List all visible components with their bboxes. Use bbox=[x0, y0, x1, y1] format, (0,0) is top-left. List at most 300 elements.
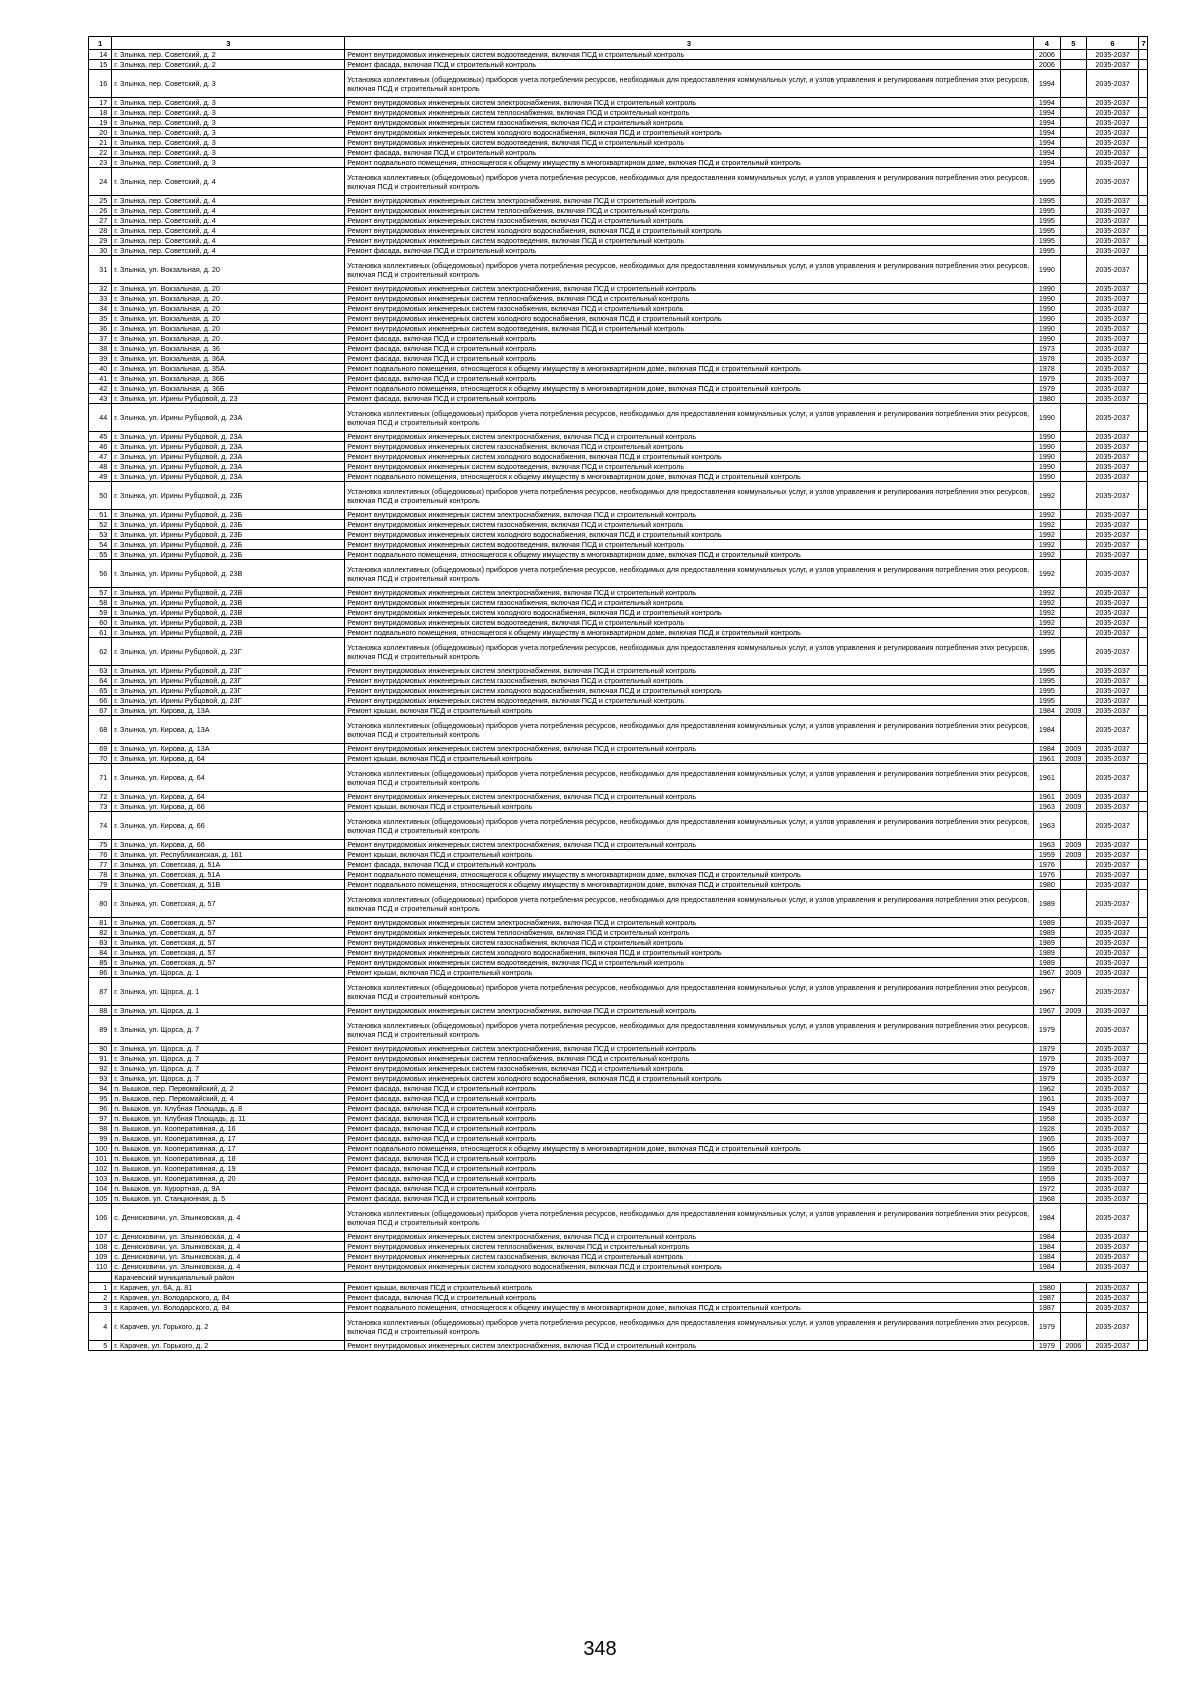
cell-number: 4 bbox=[89, 1313, 112, 1341]
cell-work-type: Ремонт внутридомовых инженерных систем газоснабжения, включая ПСД и строительный контроль bbox=[345, 598, 1033, 608]
cell-address: п. Вышков, ул. Кооперативная, д. 17 bbox=[112, 1134, 345, 1144]
table-row bbox=[89, 686, 1148, 696]
cell-period: 2035-2037 bbox=[1086, 1232, 1139, 1242]
cell-note bbox=[1139, 1054, 1148, 1064]
cell-year-built: 1976 bbox=[1033, 870, 1061, 880]
cell-year-built: 1989 bbox=[1033, 928, 1061, 938]
register-sheet bbox=[88, 36, 1148, 1351]
table-row bbox=[89, 676, 1148, 686]
table-row bbox=[89, 1094, 1148, 1104]
table-row bbox=[89, 1054, 1148, 1064]
cell-year-built: 1984 bbox=[1033, 1204, 1061, 1232]
cell-year-built: 1963 bbox=[1033, 840, 1061, 850]
cell-work-type: Ремонт внутридомовых инженерных систем водоотведения, включая ПСД и строительный контроль bbox=[345, 696, 1033, 706]
cell-year-built: 1984 bbox=[1033, 1262, 1061, 1272]
cell-last-repair bbox=[1061, 394, 1086, 404]
cell-period: 2035-2037 bbox=[1086, 1016, 1139, 1044]
table-row bbox=[89, 1341, 1148, 1351]
cell-work-type: Установка коллективных (общедомовых) приборов учета потребления ресурсов, необходимых для предоставления коммунальных услуг, и узлов управления и регулирования потребления этих ресурсов, включая ПСД и строительный контроль bbox=[345, 482, 1033, 510]
cell-year-built: 1973 bbox=[1033, 344, 1061, 354]
cell-year-built: 1928 bbox=[1033, 1124, 1061, 1134]
table-row bbox=[89, 540, 1148, 550]
cell-work-type: Ремонт фасада, включая ПСД и строительный контроль bbox=[345, 1134, 1033, 1144]
cell-period: 2035-2037 bbox=[1086, 1341, 1139, 1351]
cell-last-repair bbox=[1061, 452, 1086, 462]
cell-address: г. Злынка, ул. Щорса, д. 1 bbox=[112, 968, 345, 978]
cell-year-built: 1976 bbox=[1033, 860, 1061, 870]
cell-last-repair bbox=[1061, 978, 1086, 1006]
table-row bbox=[89, 294, 1148, 304]
cell-address: г. Злынка, ул. Вокзальная, д. 20 bbox=[112, 256, 345, 284]
header-cell: 3 bbox=[112, 37, 345, 50]
cell-last-repair: 2009 bbox=[1061, 744, 1086, 754]
table-row bbox=[89, 1293, 1148, 1303]
cell-work-type: Ремонт внутридомовых инженерных систем водоотведения, включая ПСД и строительный контроль bbox=[345, 462, 1033, 472]
cell-last-repair bbox=[1061, 216, 1086, 226]
table-row bbox=[89, 1194, 1148, 1204]
table-row bbox=[89, 754, 1148, 764]
cell-work-type: Ремонт фасада, включая ПСД и строительный контроль bbox=[345, 1293, 1033, 1303]
cell-address: г. Злынка, пер. Советский, д. 3 bbox=[112, 128, 345, 138]
cell-number: 62 bbox=[89, 638, 112, 666]
cell-note bbox=[1139, 764, 1148, 792]
cell-last-repair bbox=[1061, 696, 1086, 706]
cell-work-type: Ремонт внутридомовых инженерных систем водоотведения, включая ПСД и строительный контроль bbox=[345, 324, 1033, 334]
cell-note bbox=[1139, 1144, 1148, 1154]
header-cell: 6 bbox=[1086, 37, 1139, 50]
cell-work-type: Ремонт внутридомовых инженерных систем газоснабжения, включая ПСД и строительный контроль bbox=[345, 520, 1033, 530]
cell-year-built: 1958 bbox=[1033, 1114, 1061, 1124]
cell-note bbox=[1139, 128, 1148, 138]
cell-work-type: Ремонт внутридомовых инженерных систем водоотведения, включая ПСД и строительный контроль bbox=[345, 958, 1033, 968]
cell-last-repair bbox=[1061, 384, 1086, 394]
cell-last-repair bbox=[1061, 1084, 1086, 1094]
cell-year-built: 1992 bbox=[1033, 520, 1061, 530]
cell-year-built: 1990 bbox=[1033, 314, 1061, 324]
cell-last-repair bbox=[1061, 1094, 1086, 1104]
cell-address: п. Вышков, пер. Первомайский, д. 4 bbox=[112, 1094, 345, 1104]
cell-note bbox=[1139, 938, 1148, 948]
cell-last-repair bbox=[1061, 432, 1086, 442]
cell-number: 26 bbox=[89, 206, 112, 216]
cell-note bbox=[1139, 284, 1148, 294]
cell-period: 2035-2037 bbox=[1086, 432, 1139, 442]
cell-address: г. Карачев, ул. Володарского, д. 84 bbox=[112, 1293, 345, 1303]
table-row bbox=[89, 928, 1148, 938]
cell-number: 97 bbox=[89, 1114, 112, 1124]
cell-address: г. Злынка, ул. Советская, д. 57 bbox=[112, 948, 345, 958]
cell-year-built: 1965 bbox=[1033, 1144, 1061, 1154]
cell-address: г. Злынка, пер. Советский, д. 4 bbox=[112, 206, 345, 216]
cell-work-type: Ремонт внутридомовых инженерных систем холодного водоснабжения, включая ПСД и строительный контроль bbox=[345, 452, 1033, 462]
cell-last-repair bbox=[1061, 530, 1086, 540]
cell-note bbox=[1139, 1341, 1148, 1351]
cell-period: 2035-2037 bbox=[1086, 958, 1139, 968]
cell-last-repair bbox=[1061, 60, 1086, 70]
cell-address: г. Карачев, ул. Горького, д. 2 bbox=[112, 1341, 345, 1351]
cell-work-type: Установка коллективных (общедомовых) приборов учета потребления ресурсов, необходимых для предоставления коммунальных услуг, и узлов управления и регулирования потребления этих ресурсов, включая ПСД и строительный контроль bbox=[345, 716, 1033, 744]
cell-number: 69 bbox=[89, 744, 112, 754]
cell-period: 2035-2037 bbox=[1086, 850, 1139, 860]
cell-period: 2035-2037 bbox=[1086, 588, 1139, 598]
cell-note bbox=[1139, 618, 1148, 628]
cell-work-type: Ремонт подвального помещения, относящегося к общему имуществу в многоквартирном доме, включая ПСД и строительный контроль bbox=[345, 550, 1033, 560]
cell-number: 27 bbox=[89, 216, 112, 226]
cell-year-built: 1989 bbox=[1033, 958, 1061, 968]
cell-last-repair bbox=[1061, 324, 1086, 334]
cell-number: 35 bbox=[89, 314, 112, 324]
table-row bbox=[89, 334, 1148, 344]
cell-address: г. Злынка, ул. Ирины Рубцовой, д. 23А bbox=[112, 462, 345, 472]
cell-number: 93 bbox=[89, 1074, 112, 1084]
cell-number: 50 bbox=[89, 482, 112, 510]
cell-period: 2035-2037 bbox=[1086, 696, 1139, 706]
cell-period: 2035-2037 bbox=[1086, 1094, 1139, 1104]
cell-last-repair bbox=[1061, 1194, 1086, 1204]
cell-address: г. Злынка, ул. Ирины Рубцовой, д. 23Б bbox=[112, 520, 345, 530]
cell-year-built: 1979 bbox=[1033, 384, 1061, 394]
cell-period: 2035-2037 bbox=[1086, 226, 1139, 236]
cell-number: 92 bbox=[89, 1064, 112, 1074]
cell-note bbox=[1139, 1293, 1148, 1303]
cell-last-repair bbox=[1061, 246, 1086, 256]
table-row bbox=[89, 118, 1148, 128]
cell-address: г. Злынка, ул. Вокзальная, д. 36Б bbox=[112, 384, 345, 394]
cell-work-type: Ремонт внутридомовых инженерных систем холодного водоснабжения, включая ПСД и строительный контроль bbox=[345, 1074, 1033, 1084]
cell-address: г. Злынка, ул. Советская, д. 57 bbox=[112, 890, 345, 918]
cell-last-repair bbox=[1061, 158, 1086, 168]
cell-year-built: 1979 bbox=[1033, 1313, 1061, 1341]
cell-number: 72 bbox=[89, 792, 112, 802]
cell-year-built: 1989 bbox=[1033, 938, 1061, 948]
cell-last-repair bbox=[1061, 1303, 1086, 1313]
cell-period: 2035-2037 bbox=[1086, 792, 1139, 802]
cell-last-repair bbox=[1061, 1184, 1086, 1194]
table-row bbox=[89, 588, 1148, 598]
table-row bbox=[89, 148, 1148, 158]
cell-work-type: Ремонт подвального помещения, относящегося к общему имуществу в многоквартирном доме, включая ПСД и строительный контроль bbox=[345, 870, 1033, 880]
cell-last-repair bbox=[1061, 294, 1086, 304]
cell-work-type: Установка коллективных (общедомовых) приборов учета потребления ресурсов, необходимых для предоставления коммунальных услуг, и узлов управления и регулирования потребления этих ресурсов, включая ПСД и строительный контроль bbox=[345, 1016, 1033, 1044]
cell-period: 2035-2037 bbox=[1086, 628, 1139, 638]
cell-work-type: Ремонт фасада, включая ПСД и строительный контроль bbox=[345, 1104, 1033, 1114]
table-row bbox=[89, 108, 1148, 118]
cell-last-repair: 2009 bbox=[1061, 754, 1086, 764]
table-row bbox=[89, 638, 1148, 666]
cell-note bbox=[1139, 118, 1148, 128]
cell-number: 31 bbox=[89, 256, 112, 284]
cell-note bbox=[1139, 314, 1148, 324]
table-row bbox=[89, 666, 1148, 676]
cell-note bbox=[1139, 432, 1148, 442]
cell-period: 2035-2037 bbox=[1086, 334, 1139, 344]
cell-year-built: 1990 bbox=[1033, 294, 1061, 304]
cell-number: 38 bbox=[89, 344, 112, 354]
cell-note bbox=[1139, 1184, 1148, 1194]
table-row bbox=[89, 98, 1148, 108]
table-row bbox=[89, 1124, 1148, 1134]
table-row bbox=[89, 1044, 1148, 1054]
cell-period: 2035-2037 bbox=[1086, 138, 1139, 148]
cell-last-repair bbox=[1061, 1262, 1086, 1272]
cell-number: 66 bbox=[89, 696, 112, 706]
cell-period: 2035-2037 bbox=[1086, 520, 1139, 530]
cell-year-built: 1972 bbox=[1033, 1184, 1061, 1194]
cell-number: 102 bbox=[89, 1164, 112, 1174]
cell-number: 83 bbox=[89, 938, 112, 948]
cell-note bbox=[1139, 404, 1148, 432]
cell-period: 2035-2037 bbox=[1086, 158, 1139, 168]
cell-work-type: Ремонт подвального помещения, относящегося к общему имуществу в многоквартирном доме, включая ПСД и строительный контроль bbox=[345, 1303, 1033, 1313]
cell-last-repair bbox=[1061, 958, 1086, 968]
cell-period: 2035-2037 bbox=[1086, 354, 1139, 364]
cell-note bbox=[1139, 840, 1148, 850]
cell-address: п. Вышков, ул. Кооперативная, д. 20 bbox=[112, 1174, 345, 1184]
table-row bbox=[89, 1074, 1148, 1084]
table-body bbox=[89, 37, 1148, 1351]
cell-number: 3 bbox=[89, 1303, 112, 1313]
cell-work-type: Ремонт внутридомовых инженерных систем электроснабжения, включая ПСД и строительный контроль bbox=[345, 432, 1033, 442]
cell-number: 88 bbox=[89, 1006, 112, 1016]
cell-address: г. Злынка, ул. Щорса, д. 7 bbox=[112, 1064, 345, 1074]
cell-number: 55 bbox=[89, 550, 112, 560]
cell-address: г. Злынка, ул. Ирины Рубцовой, д. 23А bbox=[112, 404, 345, 432]
cell-period: 2035-2037 bbox=[1086, 890, 1139, 918]
cell-work-type: Ремонт внутридомовых инженерных систем холодного водоснабжения, включая ПСД и строительный контроль bbox=[345, 686, 1033, 696]
cell-last-repair bbox=[1061, 560, 1086, 588]
cell-number bbox=[89, 1272, 112, 1283]
table-row bbox=[89, 1134, 1148, 1144]
cell-last-repair bbox=[1061, 716, 1086, 744]
cell-address: г. Злынка, ул. Ирины Рубцовой, д. 23В bbox=[112, 598, 345, 608]
cell-number: 63 bbox=[89, 666, 112, 676]
cell-number: 49 bbox=[89, 472, 112, 482]
cell-note bbox=[1139, 1134, 1148, 1144]
cell-address: г. Злынка, пер. Советский, д. 4 bbox=[112, 168, 345, 196]
cell-year-built: 1994 bbox=[1033, 138, 1061, 148]
cell-work-type: Ремонт внутридомовых инженерных систем водоотведения, включая ПСД и строительный контроль bbox=[345, 138, 1033, 148]
table-row bbox=[89, 50, 1148, 60]
cell-last-repair bbox=[1061, 870, 1086, 880]
cell-address: с. Денисковичи, ул. Злынковская, д. 4 bbox=[112, 1252, 345, 1262]
cell-work-type: Ремонт внутридомовых инженерных систем электроснабжения, включая ПСД и строительный контроль bbox=[345, 1232, 1033, 1242]
cell-address: г. Карачев, ул. Горького, д. 2 bbox=[112, 1313, 345, 1341]
cell-number: 18 bbox=[89, 108, 112, 118]
table-row bbox=[89, 1114, 1148, 1124]
cell-period: 2035-2037 bbox=[1086, 1313, 1139, 1341]
cell-work-type: Ремонт внутридомовых инженерных систем электроснабжения, включая ПСД и строительный контроль bbox=[345, 792, 1033, 802]
cell-note bbox=[1139, 60, 1148, 70]
table-row bbox=[89, 958, 1148, 968]
cell-period: 2035-2037 bbox=[1086, 1242, 1139, 1252]
cell-last-repair bbox=[1061, 128, 1086, 138]
cell-period: 2035-2037 bbox=[1086, 344, 1139, 354]
cell-note bbox=[1139, 1044, 1148, 1054]
cell-note bbox=[1139, 520, 1148, 530]
table-row bbox=[89, 764, 1148, 792]
cell-work-type: Ремонт внутридомовых инженерных систем газоснабжения, включая ПСД и строительный контроль bbox=[345, 442, 1033, 452]
cell-last-repair bbox=[1061, 1242, 1086, 1252]
cell-note bbox=[1139, 196, 1148, 206]
cell-note bbox=[1139, 1283, 1148, 1293]
cell-address: п. Вышков, ул. Кооперативная, д. 16 bbox=[112, 1124, 345, 1134]
cell-last-repair bbox=[1061, 256, 1086, 284]
cell-address: г. Злынка, пер. Советский, д. 4 bbox=[112, 196, 345, 206]
cell-address: г. Злынка, ул. Щорса, д. 7 bbox=[112, 1074, 345, 1084]
cell-year-built: 1992 bbox=[1033, 510, 1061, 520]
cell-number: 87 bbox=[89, 978, 112, 1006]
cell-number: 56 bbox=[89, 560, 112, 588]
cell-period: 2035-2037 bbox=[1086, 1144, 1139, 1154]
cell-note bbox=[1139, 304, 1148, 314]
cell-work-type: Ремонт внутридомовых инженерных систем электроснабжения, включая ПСД и строительный контроль bbox=[345, 744, 1033, 754]
cell-address: г. Злынка, пер. Советский, д. 4 bbox=[112, 246, 345, 256]
cell-work-type: Ремонт внутридомовых инженерных систем теплоснабжения, включая ПСД и строительный контроль bbox=[345, 928, 1033, 938]
cell-last-repair: 2009 bbox=[1061, 792, 1086, 802]
table-row bbox=[89, 870, 1148, 880]
cell-work-type: Ремонт внутридомовых инженерных систем электроснабжения, включая ПСД и строительный контроль bbox=[345, 918, 1033, 928]
cell-work-type: Ремонт подвального помещения, относящегося к общему имуществу в многоквартирном доме, включая ПСД и строительный контроль bbox=[345, 880, 1033, 890]
cell-number: 89 bbox=[89, 1016, 112, 1044]
cell-address: г. Злынка, ул. Щорса, д. 7 bbox=[112, 1016, 345, 1044]
cell-year-built: 1962 bbox=[1033, 1084, 1061, 1094]
cell-year-built: 1967 bbox=[1033, 968, 1061, 978]
table-row bbox=[89, 968, 1148, 978]
cell-note bbox=[1139, 1242, 1148, 1252]
table-row bbox=[89, 324, 1148, 334]
cell-last-repair bbox=[1061, 520, 1086, 530]
cell-period: 2035-2037 bbox=[1086, 1084, 1139, 1094]
cell-address: г. Злынка, ул. Ирины Рубцовой, д. 23Б bbox=[112, 530, 345, 540]
cell-address: г. Злынка, ул. Вокзальная, д. 20 bbox=[112, 284, 345, 294]
cell-work-type: Ремонт внутридомовых инженерных систем электроснабжения, включая ПСД и строительный контроль bbox=[345, 510, 1033, 520]
cell-work-type: Ремонт внутридомовых инженерных систем теплоснабжения, включая ПСД и строительный контроль bbox=[345, 1242, 1033, 1252]
cell-year-built: 1992 bbox=[1033, 608, 1061, 618]
cell-period: 2035-2037 bbox=[1086, 394, 1139, 404]
cell-work-type: Ремонт внутридомовых инженерных систем холодного водоснабжения, включая ПСД и строительный контроль bbox=[345, 226, 1033, 236]
cell-year-built: 1979 bbox=[1033, 1074, 1061, 1084]
cell-number: 68 bbox=[89, 716, 112, 744]
cell-number: 106 bbox=[89, 1204, 112, 1232]
cell-period: 2035-2037 bbox=[1086, 236, 1139, 246]
cell-work-type: Установка коллективных (общедомовых) приборов учета потребления ресурсов, необходимых для предоставления коммунальных услуг, и узлов управления и регулирования потребления этих ресурсов, включая ПСД и строительный контроль bbox=[345, 168, 1033, 196]
cell-number: 24 bbox=[89, 168, 112, 196]
cell-number: 45 bbox=[89, 432, 112, 442]
cell-work-type: Ремонт крыши, включая ПСД и строительный контроль bbox=[345, 754, 1033, 764]
cell-note bbox=[1139, 598, 1148, 608]
cell-note bbox=[1139, 1124, 1148, 1134]
cell-note bbox=[1139, 850, 1148, 860]
table-row bbox=[89, 550, 1148, 560]
table-row bbox=[89, 530, 1148, 540]
cell-work-type: Ремонт внутридомовых инженерных систем теплоснабжения, включая ПСД и строительный контроль bbox=[345, 1054, 1033, 1064]
cell-address: г. Злынка, ул. Вокзальная, д. 36Б bbox=[112, 374, 345, 384]
cell-note bbox=[1139, 148, 1148, 158]
cell-number: 60 bbox=[89, 618, 112, 628]
cell-address: г. Злынка, пер. Советский, д. 3 bbox=[112, 108, 345, 118]
cell-year-built: 1979 bbox=[1033, 374, 1061, 384]
cell-year-built: 1994 bbox=[1033, 108, 1061, 118]
cell-address: г. Злынка, ул. Кирова, д. 13А bbox=[112, 716, 345, 744]
cell-note bbox=[1139, 354, 1148, 364]
cell-year-built: 1992 bbox=[1033, 598, 1061, 608]
cell-last-repair bbox=[1061, 354, 1086, 364]
cell-number: 99 bbox=[89, 1134, 112, 1144]
cell-work-type: Ремонт внутридомовых инженерных систем водоотведения, включая ПСД и строительный контроль bbox=[345, 236, 1033, 246]
cell-work-type: Ремонт внутридомовых инженерных систем электроснабжения, включая ПСД и строительный контроль bbox=[345, 98, 1033, 108]
cell-number: 95 bbox=[89, 1094, 112, 1104]
cell-last-repair bbox=[1061, 314, 1086, 324]
cell-number: 21 bbox=[89, 138, 112, 148]
cell-number: 61 bbox=[89, 628, 112, 638]
table-row bbox=[89, 1084, 1148, 1094]
cell-work-type: Ремонт подвального помещения, относящегося к общему имуществу в многоквартирном доме, включая ПСД и строительный контроль bbox=[345, 364, 1033, 374]
cell-address: г. Злынка, пер. Советский, д. 3 bbox=[112, 158, 345, 168]
cell-number: 58 bbox=[89, 598, 112, 608]
cell-note bbox=[1139, 608, 1148, 618]
cell-number: 14 bbox=[89, 50, 112, 60]
cell-period: 2035-2037 bbox=[1086, 108, 1139, 118]
cell-year-built: 1994 bbox=[1033, 158, 1061, 168]
cell-period: 2035-2037 bbox=[1086, 442, 1139, 452]
cell-note bbox=[1139, 168, 1148, 196]
cell-year-built: 1967 bbox=[1033, 1006, 1061, 1016]
cell-address: г. Злынка, пер. Советский, д. 4 bbox=[112, 236, 345, 246]
cell-number: 22 bbox=[89, 148, 112, 158]
cell-work-type: Ремонт внутридомовых инженерных систем газоснабжения, включая ПСД и строительный контроль bbox=[345, 118, 1033, 128]
cell-period: 2035-2037 bbox=[1086, 196, 1139, 206]
cell-period: 2035-2037 bbox=[1086, 530, 1139, 540]
cell-number: 5 bbox=[89, 1341, 112, 1351]
cell-year-built: 1965 bbox=[1033, 1134, 1061, 1144]
cell-year-built: 1992 bbox=[1033, 560, 1061, 588]
cell-number: 36 bbox=[89, 324, 112, 334]
cell-year-built: 1959 bbox=[1033, 1174, 1061, 1184]
cell-address: г. Злынка, пер. Советский, д. 3 bbox=[112, 70, 345, 98]
table-row bbox=[89, 314, 1148, 324]
cell-year-built: 1984 bbox=[1033, 1242, 1061, 1252]
cell-number: 110 bbox=[89, 1262, 112, 1272]
cell-note bbox=[1139, 588, 1148, 598]
cell-address: г. Злынка, пер. Советский, д. 3 bbox=[112, 148, 345, 158]
cell-address: г. Карачев, ул. 6А, д. 81 bbox=[112, 1283, 345, 1293]
cell-address: г. Злынка, ул. Вокзальная, д. 20 bbox=[112, 334, 345, 344]
cell-work-type: Ремонт крыши, включая ПСД и строительный контроль bbox=[345, 1283, 1033, 1293]
cell-work-type: Ремонт фасада, включая ПСД и строительный контроль bbox=[345, 1164, 1033, 1174]
table-row bbox=[89, 246, 1148, 256]
cell-number: 34 bbox=[89, 304, 112, 314]
cell-period: 2035-2037 bbox=[1086, 404, 1139, 432]
cell-work-type: Ремонт подвального помещения, относящегося к общему имуществу в многоквартирном доме, включая ПСД и строительный контроль bbox=[345, 628, 1033, 638]
cell-note bbox=[1139, 666, 1148, 676]
cell-work-type: Ремонт внутридомовых инженерных систем электроснабжения, включая ПСД и строительный контроль bbox=[345, 840, 1033, 850]
cell-year-built: 1959 bbox=[1033, 1154, 1061, 1164]
cell-note bbox=[1139, 394, 1148, 404]
cell-year-built: 1995 bbox=[1033, 168, 1061, 196]
cell-year-built: 1949 bbox=[1033, 1104, 1061, 1114]
cell-address: г. Злынка, ул. Ирины Рубцовой, д. 23А bbox=[112, 432, 345, 442]
cell-work-type: Установка коллективных (общедомовых) приборов учета потребления ресурсов, необходимых для предоставления коммунальных услуг, и узлов управления и регулирования потребления этих ресурсов, включая ПСД и строительный контроль bbox=[345, 812, 1033, 840]
table-row bbox=[89, 70, 1148, 98]
cell-work-type: Ремонт фасада, включая ПСД и строительный контроль bbox=[345, 1184, 1033, 1194]
cell-note bbox=[1139, 706, 1148, 716]
cell-note bbox=[1139, 374, 1148, 384]
cell-number: 54 bbox=[89, 540, 112, 550]
table-row bbox=[89, 696, 1148, 706]
cell-last-repair bbox=[1061, 344, 1086, 354]
cell-last-repair bbox=[1061, 588, 1086, 598]
cell-year-built: 1995 bbox=[1033, 196, 1061, 206]
